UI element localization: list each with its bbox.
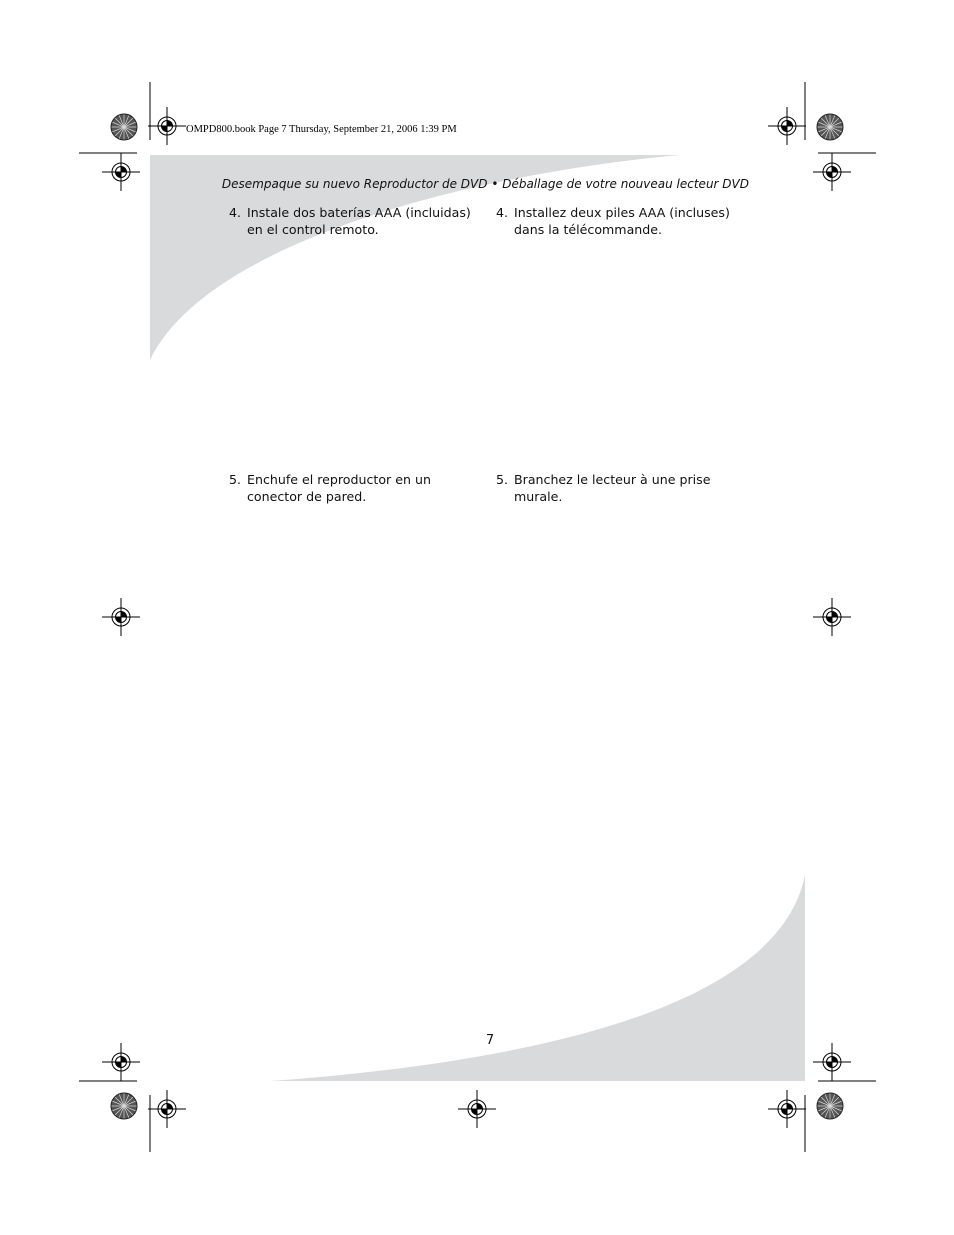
step-text: Instale dos baterías AAA (incluidas) en el control remoto. bbox=[247, 205, 471, 237]
step-number: 5. bbox=[496, 472, 509, 487]
registration-mark bbox=[768, 1090, 806, 1128]
registration-mark bbox=[102, 153, 140, 191]
print-slug-line: OMPD800.book Page 7 Thursday, September 21, 2006 1:39 PM bbox=[186, 124, 457, 135]
registration-mark bbox=[148, 107, 186, 145]
step-number: 4. bbox=[229, 205, 242, 220]
registration-mark bbox=[813, 153, 851, 191]
registration-mark bbox=[102, 598, 140, 636]
step-text: Installez deux piles AAA (incluses) dans la télécommande. bbox=[514, 205, 730, 237]
star-target-icon bbox=[817, 1093, 843, 1119]
bottom-swoosh bbox=[270, 875, 805, 1081]
step-text: Enchufe el reproductor en un conector de pared. bbox=[247, 472, 431, 504]
registration-mark bbox=[813, 1043, 851, 1081]
french-step-4 bbox=[496, 204, 756, 238]
running-head: Desempaque su nuevo Reproductor de DVD • Déballage de votre nouveau lecteur DVD bbox=[221, 177, 749, 191]
registration-mark bbox=[813, 598, 851, 636]
spanish-step-4 bbox=[229, 204, 484, 238]
star-target-icon bbox=[111, 1093, 137, 1119]
step-text: Branchez le lecteur à une prise murale. bbox=[514, 472, 711, 504]
registration-mark bbox=[458, 1090, 496, 1128]
step-number: 4. bbox=[496, 205, 509, 220]
french-step-5 bbox=[496, 471, 756, 505]
registration-mark bbox=[102, 1043, 140, 1081]
star-target-icon bbox=[111, 114, 137, 140]
registration-mark bbox=[148, 1090, 186, 1128]
page-number: 7 bbox=[485, 1033, 495, 1048]
star-target-icon bbox=[817, 114, 843, 140]
step-number: 5. bbox=[229, 472, 242, 487]
registration-mark bbox=[768, 107, 806, 145]
spanish-step-5 bbox=[229, 471, 484, 505]
